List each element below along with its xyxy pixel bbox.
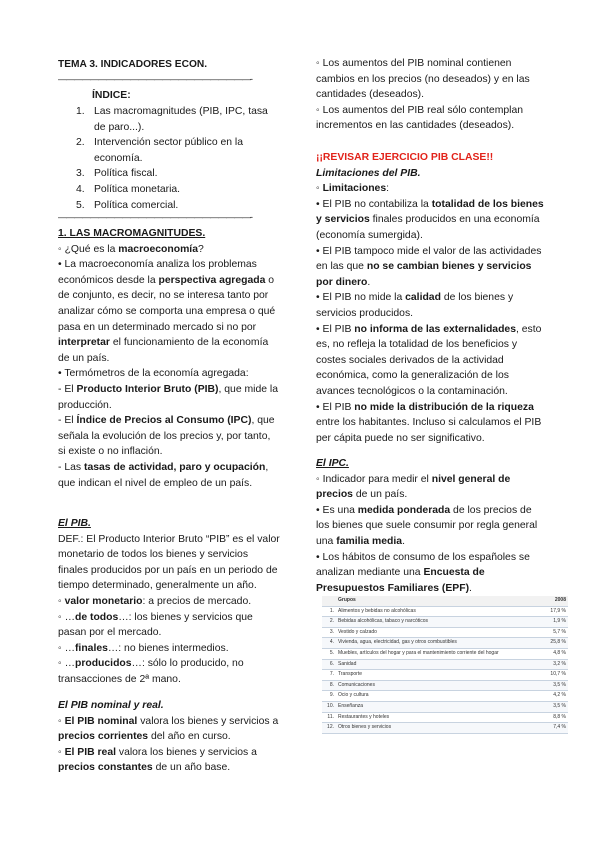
table-row: 8. Comunicaciones 3,5 % xyxy=(322,680,568,691)
divider-rule: ————————————————————————- xyxy=(58,74,252,84)
index-item: 4. Política monetaria. xyxy=(76,183,181,195)
divider-rule: ————————————————————————- xyxy=(58,212,252,222)
paragraph: - El Producto Interior Bruto (PIB), que mide la producción. xyxy=(58,383,278,411)
revisar-note: ¡¡REVISAR EJERCICIO PIB CLASE!! xyxy=(316,152,494,163)
table-row: 12. Otros bienes y servicios 7,4 % xyxy=(322,723,568,734)
paragraph: ◦ Indicador para medir el nivel general de precios de un país. xyxy=(316,473,511,501)
section-title: El PIB nominal y real. xyxy=(58,700,164,711)
section-macromagnitudes xyxy=(58,226,280,491)
section-ipc xyxy=(316,456,544,596)
index-item: economía. xyxy=(94,152,143,164)
table-row: 3. Vestido y calzado 5,7 % xyxy=(322,627,568,638)
header-groups: Grupos xyxy=(336,596,530,606)
paragraph: - Las tasas de actividad, paro y ocupación, que indican el nivel de empleo de un país. xyxy=(58,461,269,489)
paragraph: • El PIB no contabiliza la totalidad de los bienes y servicios finales producidos en una economía (economía sumergida). xyxy=(316,198,544,241)
section-limitaciones xyxy=(316,150,544,446)
paragraph: ◦ ¿Qué es la macroeconomía? xyxy=(58,243,204,255)
epf-table xyxy=(322,596,568,734)
table-header-row xyxy=(322,596,568,606)
paragraph: • La macroeconomía analiza los problemas económicos desde la perspectiva agregada o de conjunto, es decir, no se interesa tanto por analizar cómo se comporta una empresa o qué pasa en un determinado mercado si no por interpretar el funcionamiento de la economía de un país. xyxy=(58,259,276,364)
paragraph: ◦ Limitaciones: xyxy=(316,183,389,195)
paragraph: • El PIB no informa de las externalidades, esto es, no refleja la totalidad de los beneficios y costes sociales derivados de la actividad económica, como la generalización de los avances tecnológicos o la contaminación. xyxy=(316,323,542,397)
paragraph: ◦ valor monetario: a precios de mercado. xyxy=(58,595,252,607)
table-row: 7. Transporte 10,7 % xyxy=(322,670,568,681)
paragraph: ◦ El PIB real valora los bienes y servicios a precios constantes de un año base. xyxy=(58,746,257,774)
section-pib xyxy=(58,516,280,688)
paragraph: • Los hábitos de consumo de los españoles se analizan mediante una Encuesta de Presupuestos Familiares (EPF). xyxy=(316,551,530,594)
table-row: 4. Vivienda, agua, electricidad, gas y otros combustibles 25,8 % xyxy=(322,638,568,649)
table-row: 1. Alimentos y bebidas no alcohólicas 17,9 % xyxy=(322,606,568,617)
index-title: ÍNDICE: xyxy=(92,90,131,101)
index-item: de paro...). xyxy=(94,121,145,133)
topic-title: TEMA 3. INDICADORES ECON. xyxy=(58,59,208,70)
index-item: 2. Intervención sector público en la xyxy=(76,137,244,149)
paragraph: • Termómetros de la economía agregada: xyxy=(58,368,249,380)
paragraph: DEF.: El Producto Interior Bruto “PIB” es el valor monetario de todos los bienes y servicios finales producidos por un país en un periodo de tiempo determinado, generalmente un año. xyxy=(58,533,280,592)
header-year: 2008 xyxy=(530,596,568,606)
index-item: 1. Las macromagnitudes (PIB, IPC, tasa xyxy=(76,106,268,117)
section-pib-nominal-real xyxy=(58,698,280,776)
paragraph: ◦ Los aumentos del PIB real sólo contemplan incrementos en las cantidades (deseados). xyxy=(316,104,523,132)
table-row: 10. Enseñanza 3,5 % xyxy=(322,701,568,712)
paragraph: ◦ El PIB nominal valora los bienes y servicios a precios corrientes del año en curso. xyxy=(58,715,279,743)
paragraph: ◦ Los aumentos del PIB nominal contienen cambios en los precios (no deseados) y en las cantidades (deseados). xyxy=(316,58,530,101)
index-item: 3. Política fiscal. xyxy=(76,168,158,180)
table-row: 11. Restaurantes y hoteles 8,8 % xyxy=(322,712,568,723)
paragraph: - El Índice de Precios al Consumo (IPC), que señala la evolución de los precios y, por tanto, si existe o no inflación. xyxy=(58,415,275,458)
paragraph: • El PIB no mide la calidad de los bienes y servicios producidos. xyxy=(316,292,514,319)
paragraph: ◦ …finales…: no bienes intermedios. xyxy=(58,642,229,654)
paragraph: • El PIB no mide la distribución de la riqueza entre los habitantes. Incluso si calculamos el PIB per cápita puede no ser significativo. xyxy=(316,401,542,444)
section-title: 1. LAS MACROMAGNITUDES. xyxy=(58,228,206,239)
paragraph: • El PIB tampoco mide el valor de las actividades en las que no se cambian bienes y servicios por dinero. xyxy=(316,245,542,288)
section-pib-continued xyxy=(316,56,544,134)
section-title: El IPC. xyxy=(316,458,349,469)
paragraph: • Es una medida ponderada de los precios de los bienes que suele consumir por regla general una familia media. xyxy=(316,504,538,547)
section-title: Limitaciones del PIB. xyxy=(316,167,421,179)
table-row: 6. Sanidad 3,2 % xyxy=(322,659,568,670)
table-row: 9. Ocio y cultura 4,2 % xyxy=(322,691,568,702)
section-title: El PIB. xyxy=(58,518,91,529)
paragraph: ◦ …de todos…: los bienes y servicios que pasan por el mercado. xyxy=(58,611,253,639)
table-row: 2. Bebidas alcohólicas, tabaco y narcóticos 1,9 % xyxy=(322,617,568,628)
index-item: 5. Política comercial. xyxy=(76,199,179,211)
paragraph: ◦ …producidos…: sólo lo producido, no transacciones de 2ª mano. xyxy=(58,658,244,685)
index-list xyxy=(58,104,288,213)
table-row: 5. Muebles, artículos del hogar y para el mantenimiento corriente del hogar 4,8 % xyxy=(322,648,568,659)
